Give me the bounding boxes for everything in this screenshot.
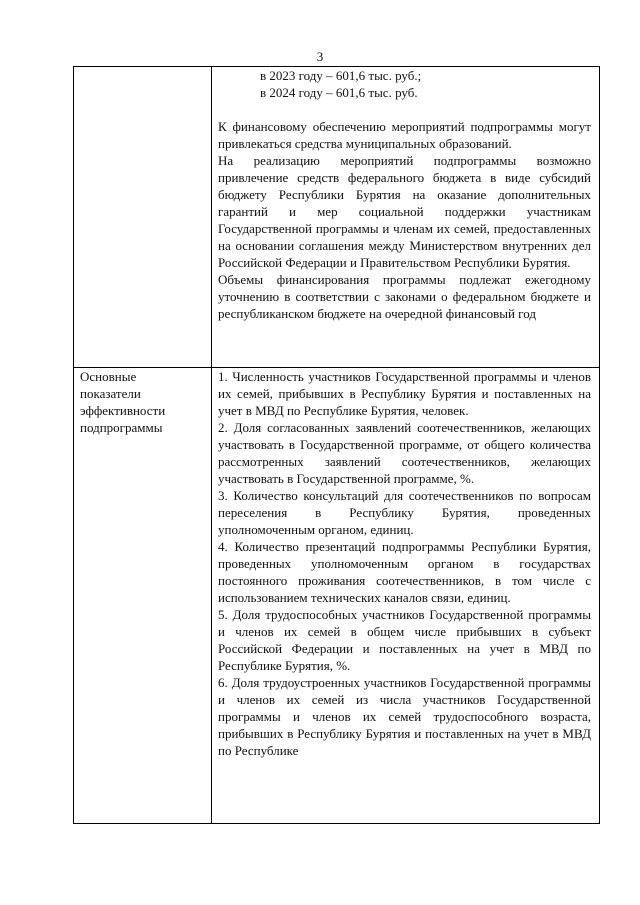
indicator-item-4: 4. Количество презентаций подпрограммы Республики Бурятия, проведенных уполномоченным органом в государствах постоянного проживания соотечественников, в том числе с использованием технических каналов связи, единиц.: [218, 539, 591, 605]
indicator-item-6: 6. Доля трудоустроенных участников Государственной программы и членов их семей из числа участников Государственной программы и членов их семей трудоспособного возраста, прибывших в Республику Бурятия и поставленных на учет в МВД по Республике: [218, 675, 591, 758]
financing-content-cell: [212, 67, 600, 368]
financing-continuation-row: [74, 67, 600, 368]
spacer: [218, 101, 591, 118]
year-2023-line: в 2023 году – 601,6 тыс. руб.;: [260, 68, 422, 83]
municipal-funding-paragraph: К финансовому обеспечению мероприятий подпрограммы могут привлекаться средства муниципальных образований.: [218, 119, 591, 151]
page-number: 3: [316, 49, 324, 64]
year-2024-line: в 2024 году – 601,6 тыс. руб.: [260, 85, 418, 100]
indicator-item-2: 2. Доля согласованных заявлений соотечественников, желающих участвовать в Государственной программе, от общего количества рассмотренных заявлений соотечественников, желающих участвовать в Государственной программе, %.: [218, 420, 591, 486]
passport-table: [73, 66, 600, 824]
indicator-item-3: 3. Количество консультаций для соотечественников по вопросам переселения в Республику Бурятия, проведенных уполномоченным органом, единиц.: [218, 488, 591, 537]
indicators-label: Основные показатели эффективности подпрограммы: [80, 369, 166, 435]
indicators-content-cell: [212, 368, 600, 824]
federal-funding-paragraph: На реализацию мероприятий подпрограммы возможно привлечение средств федерального бюджета в виде субсидий бюджету Республики Бурятия на оказание дополнительных гарантий и мер социальной поддержки участникам Государственной программы и членам их семей, предоставленных на основании соглашения между Министерством внутренних дел Российской Федерации и Правительством Республики Бурятия.: [218, 153, 591, 270]
empty-label-cell: [74, 67, 212, 368]
annual-review-paragraph: Объемы финансирования программы подлежат ежегодному уточнению в соответствии с законами о федеральном бюджете и республиканском бюджете на очередной финансовый год: [218, 272, 591, 321]
indicator-item-5: 5. Доля трудоспособных участников Государственной программы и членов их семей в общем числе прибывших в субъект Российской Федерации и поставленных на учет в МВД по Республике Бурятия, %.: [218, 607, 591, 673]
indicators-label-cell: [74, 368, 212, 824]
indicators-row: [74, 368, 600, 824]
indicator-item-1: 1. Численность участников Государственной программы и членов их семей, прибывших в Республику Бурятия и поставленных на учет в МВД по Республике Бурятия, человек.: [218, 369, 591, 418]
